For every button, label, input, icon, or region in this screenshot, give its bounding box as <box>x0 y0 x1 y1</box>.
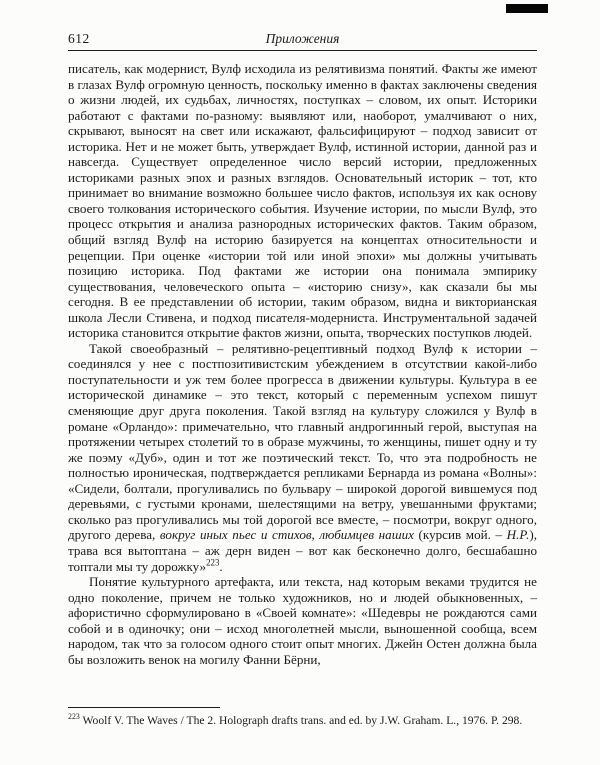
page-number: 612 <box>68 31 90 46</box>
body-text <box>68 61 537 667</box>
paragraph: Такой своеобразный – релятивно-рецептивный подход Вулф к истории – соединялся у нее с постпозитивистским убеждением в отсутствии какой-либо поступательности и уж тем более прогресса в движении культуры. Культура в ее исторической динамике – это текст, который с переменным успехом пишут сменяющие друг друга поколения. Такой взгляд на культуру сложился у Вулф в романе «Орландо»: примечательно, что главный андрогинный герой, выступая на протяжении четырех столетий то в образе мужчины, то женщины, пишет одну и ту же поэму «Дуб», один и тот же поэтический текст. То, что эта подробность не полностью ироническая, подтверждается репликами Бернарда из романа «Волны»: «Сидели, болтали, прогуливались по бульвару – широкой дорогой вившемуся под деревьями, с густыми кронами, шелестящими на ветру, увешанными фруктами; сколько раз прогуливались мы той дорогой все вместе, – посмотри, вокруг одного, другого дерева, вокруг иных пьес и стихов, любимцев наших (курсив мой. – Н.Р.), трава вся вытоптана – аж дерн виден – вот как бесконечно долго, бесшабашно топтали мы ту дорожку»$^{223}$. <box>68 340 537 574</box>
footnote-block <box>68 707 537 728</box>
footnote: $^{223}$ Woolf V. The Waves / The 2. Holograph drafts trans. and ed. by J.W. Graham. L., 1976. P. 298. <box>68 712 523 727</box>
scan-artifact <box>506 4 548 13</box>
page-header <box>68 31 537 49</box>
header-rule <box>68 50 537 51</box>
footnote-rule <box>68 707 220 708</box>
paragraph: Понятие культурного артефакта, или текста, над которым веками трудится не одно поколение, причем не только художников, но и людей обыкновенных, – афористично сформулировано в «Своей комнате»: «Шедевры не рождаются сами собой и в одиночку; они – исход многолетней мысли, выношенной сообща, всем народом, так что за голосом одного стоит опыт многих. Джейн Остен должна была бы возложить венок на могилу Фанни Бёрни, <box>68 574 537 667</box>
running-title: Приложения <box>265 31 340 46</box>
paragraph: писатель, как модернист, Вулф исходила из релятивизма понятий. Факты же имеют в глазах Вулф огромную ценность, поскольку именно в фактах заключены сведения о жизни людей, их судьбах, личностях, поступках – словом, их опыт. Историки работают с фактами по-разному: выявляют или, наоборот, умалчивают о них, скрывают, выносят на свет или искажают, фальсифицируют – подход зависит от историка. Нет и не может быть, утверждает Вулф, истинной истории, данной раз и навсегда. Существует определенное число версий истории, предложенных историками разных эпох и разных взглядов. Основательный историк – тот, кто принимает во внимание возможно большее число фактов, используя их как основу своего толкования исторического события. Изучение истории, по мысли Вулф, это процесс открытия и анализа разнородных исторических фактов. Таким образом, общий взгляд Вулф на историю базируется на концептах относительности и рецепции. При оценке «истории той или иной эпохи» мы должны учитывать позицию историка. Под фактами же истории она понимала эмпирику существования, человеческого опыта – «историю снизу», как сказали бы мы сегодня. В ее представлении об истории, таким образом, видна и викторианская школа Лесли Стивена, и подход писателя-модерниста. Инструментальной задачей историка становится открытие фактов жизни, опыта, творческих поступков людей. <box>68 61 537 341</box>
